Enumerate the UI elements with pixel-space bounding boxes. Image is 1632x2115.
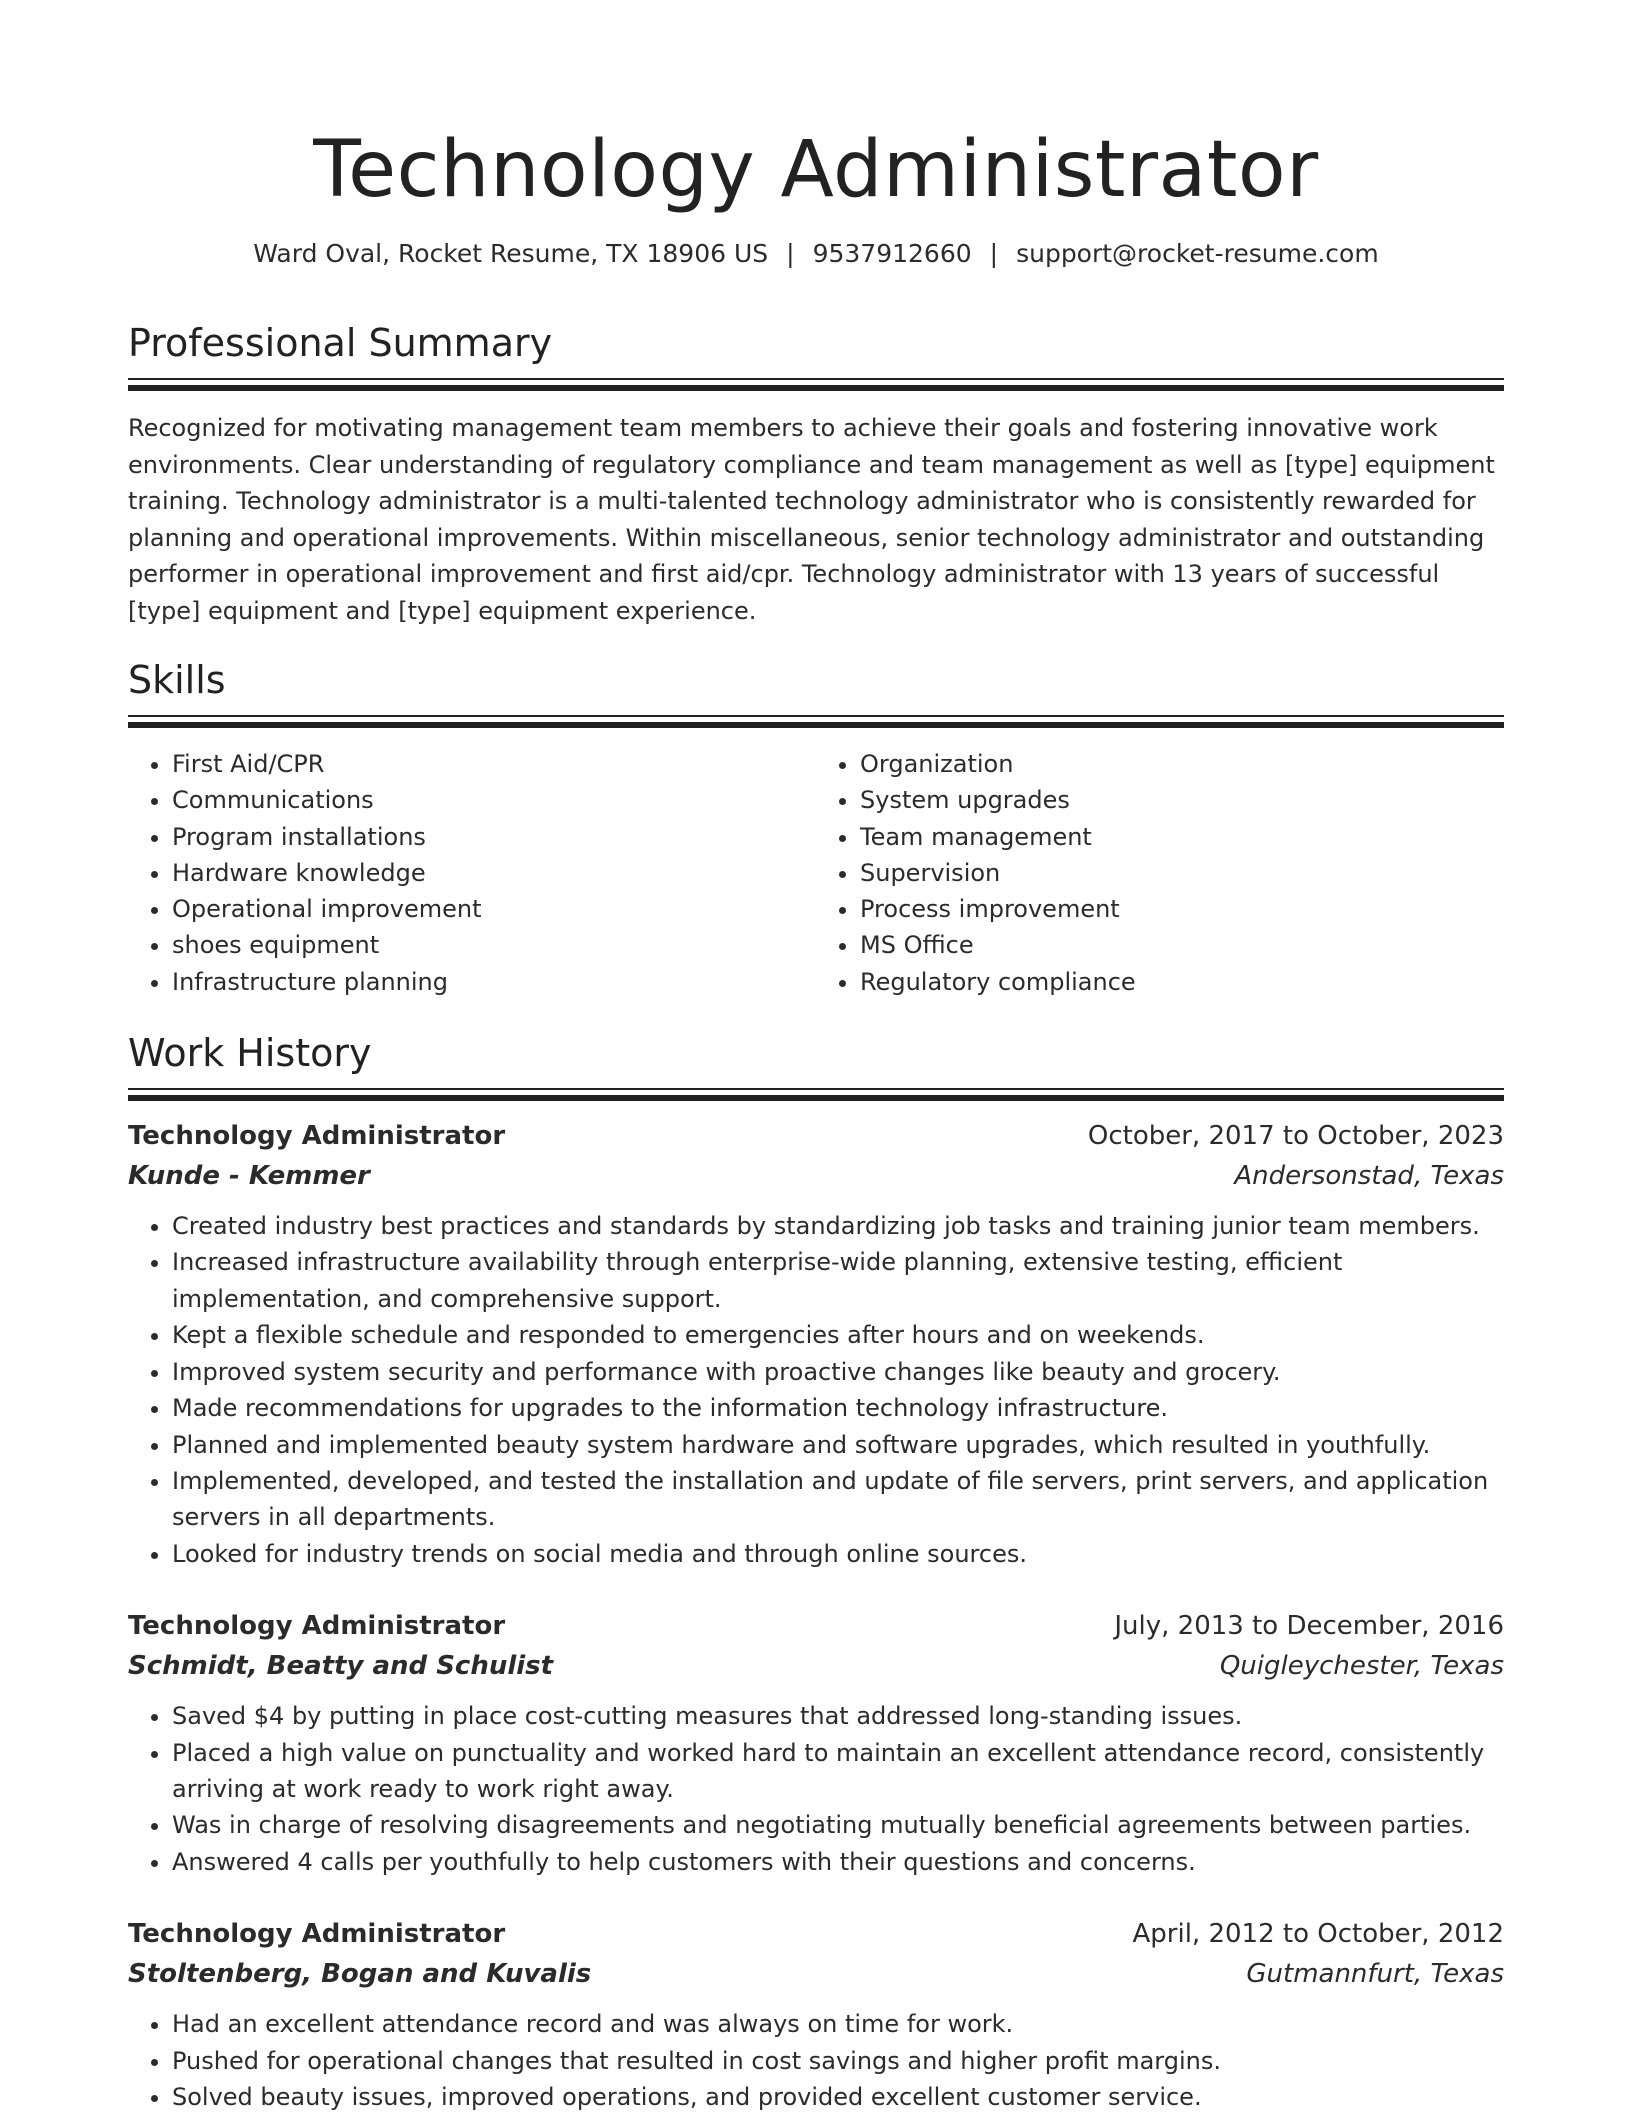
job-bullet: • Answered 4 calls per youthfully to help customers with their questions and concerns.	[172, 1844, 1504, 1880]
job-location: Gutmannfurt, Texas	[1246, 1959, 1504, 1990]
job-header	[128, 1914, 1504, 1954]
skills-grid	[128, 746, 1504, 1000]
job-subheader	[128, 1156, 1504, 1196]
work-history-section	[128, 1030, 1504, 2115]
skill-item: • Team management	[860, 819, 1504, 855]
job-bullet: • Placed a high value on punctuality and worked hard to maintain an excellent attendance record, consistently arriving at work ready to work right away.	[172, 1735, 1504, 1808]
section-title-summary: Professional Summary	[128, 321, 553, 365]
skill-item: • Organization	[860, 746, 1504, 782]
job-title: Technology Administrator	[128, 1121, 506, 1152]
summary-text: Recognized for motivating management team members to achieve their goals and fostering innovative work environments. Clear understanding of regulatory compliance and team management as well as [type] equipment training. Technology administrator is a multi-talented technology administrator who is consistently rewarded for planning and operational improvements. Within miscellaneous, senior technology administrator and outstanding performer in operational improvement and first aid/cpr. Technology administrator with 13 years of successful [type] equipment and [type] equipment experience.	[128, 414, 1495, 625]
skill-item: • Infrastructure planning	[172, 964, 816, 1000]
job-bullet: • Improved system security and performance with proactive changes like beauty and grocery.	[172, 1354, 1504, 1390]
job-dates: July, 2013 to December, 2016	[1114, 1611, 1504, 1642]
job-bullet: • Planned and implemented beauty system hardware and software upgrades, which resulted in youthfully.	[172, 1427, 1504, 1463]
skill-item: • Operational improvement	[172, 891, 816, 927]
skills-list-left	[128, 746, 816, 1000]
job-company: Kunde - Kemmer	[128, 1161, 370, 1192]
job-location: Andersonstad, Texas	[1234, 1161, 1504, 1192]
section-title-work-history: Work History	[128, 1031, 372, 1076]
job-bullet: • Had an excellent attendance record and was always on time for work.	[172, 2006, 1504, 2042]
section-divider	[128, 378, 1504, 388]
contact-address: Ward Oval, Rocket Resume, TX 18906 US	[253, 239, 769, 268]
section-divider	[128, 1088, 1504, 1098]
skill-item: • Communications	[172, 782, 816, 818]
skill-item: • MS Office	[860, 927, 1504, 963]
summary-section	[128, 320, 1504, 629]
contact-separator: |	[786, 239, 795, 268]
job-bullet: • Kept a flexible schedule and responded to emergencies after hours and on weekends.	[172, 1317, 1504, 1353]
resume-page	[128, 0, 1504, 2115]
skill-item: • Process improvement	[860, 891, 1504, 927]
job-bullet: • Looked for industry trends on social media and through online sources.	[172, 1536, 1504, 1572]
skill-item: • First Aid/CPR	[172, 746, 816, 782]
job-title: Technology Administrator	[128, 1611, 506, 1642]
contact-email: support@rocket-resume.com	[1016, 239, 1379, 268]
skill-item: • Program installations	[172, 819, 816, 855]
contact-phone: 9537912660	[812, 239, 972, 268]
contact-separator: |	[989, 239, 999, 268]
job-bullet: • Implemented, developed, and tested the installation and update of file servers, print servers, and application servers in all departments.	[172, 1463, 1504, 1536]
job-bullets	[128, 2006, 1504, 2115]
resume-name: Technology Administrator	[313, 125, 1319, 215]
job-bullet: • Pushed for operational changes that resulted in cost savings and higher profit margins.	[172, 2043, 1504, 2079]
skills-section	[128, 657, 1504, 1000]
job-bullet: • Increased infrastructure availability through enterprise-wide planning, extensive testing, efficient implementation, and comprehensive support.	[172, 1244, 1504, 1317]
job-entry	[128, 1606, 1504, 1880]
job-header	[128, 1606, 1504, 1646]
skills-list-right	[816, 746, 1504, 1000]
job-bullet: • Saved $4 by putting in place cost-cutting measures that addressed long-standing issues.	[172, 1698, 1504, 1734]
job-company: Stoltenberg, Bogan and Kuvalis	[128, 1959, 592, 1990]
job-subheader	[128, 1646, 1504, 1686]
section-title-skills: Skills	[128, 658, 226, 702]
job-location: Quigleychester, Texas	[1219, 1651, 1504, 1682]
skill-item: • System upgrades	[860, 782, 1504, 818]
job-bullet: • Made recommendations for upgrades to the information technology infrastructure.	[172, 1390, 1504, 1426]
job-bullet: • Was in charge of resolving disagreements and negotiating mutually beneficial agreements between parties.	[172, 1807, 1504, 1843]
skill-item: • Supervision	[860, 855, 1504, 891]
skill-item: • shoes equipment	[172, 927, 816, 963]
job-bullet: • Created industry best practices and standards by standardizing job tasks and training junior team members.	[172, 1208, 1504, 1244]
job-company: Schmidt, Beatty and Schulist	[128, 1651, 554, 1682]
contact-line	[128, 238, 1504, 270]
job-entry	[128, 1116, 1504, 1572]
section-divider	[128, 715, 1504, 725]
job-subheader	[128, 1954, 1504, 1994]
job-title: Technology Administrator	[128, 1919, 506, 1950]
job-dates: October, 2017 to October, 2023	[1087, 1121, 1504, 1152]
job-bullets	[128, 1698, 1504, 1880]
job-dates: April, 2012 to October, 2012	[1132, 1919, 1504, 1950]
job-header	[128, 1116, 1504, 1156]
skill-item: • Regulatory compliance	[860, 964, 1504, 1000]
job-bullets	[128, 1208, 1504, 1572]
job-bullet: • Solved beauty issues, improved operations, and provided excellent customer service.	[172, 2079, 1504, 2115]
skill-item: • Hardware knowledge	[172, 855, 816, 891]
job-entry	[128, 1914, 1504, 2115]
